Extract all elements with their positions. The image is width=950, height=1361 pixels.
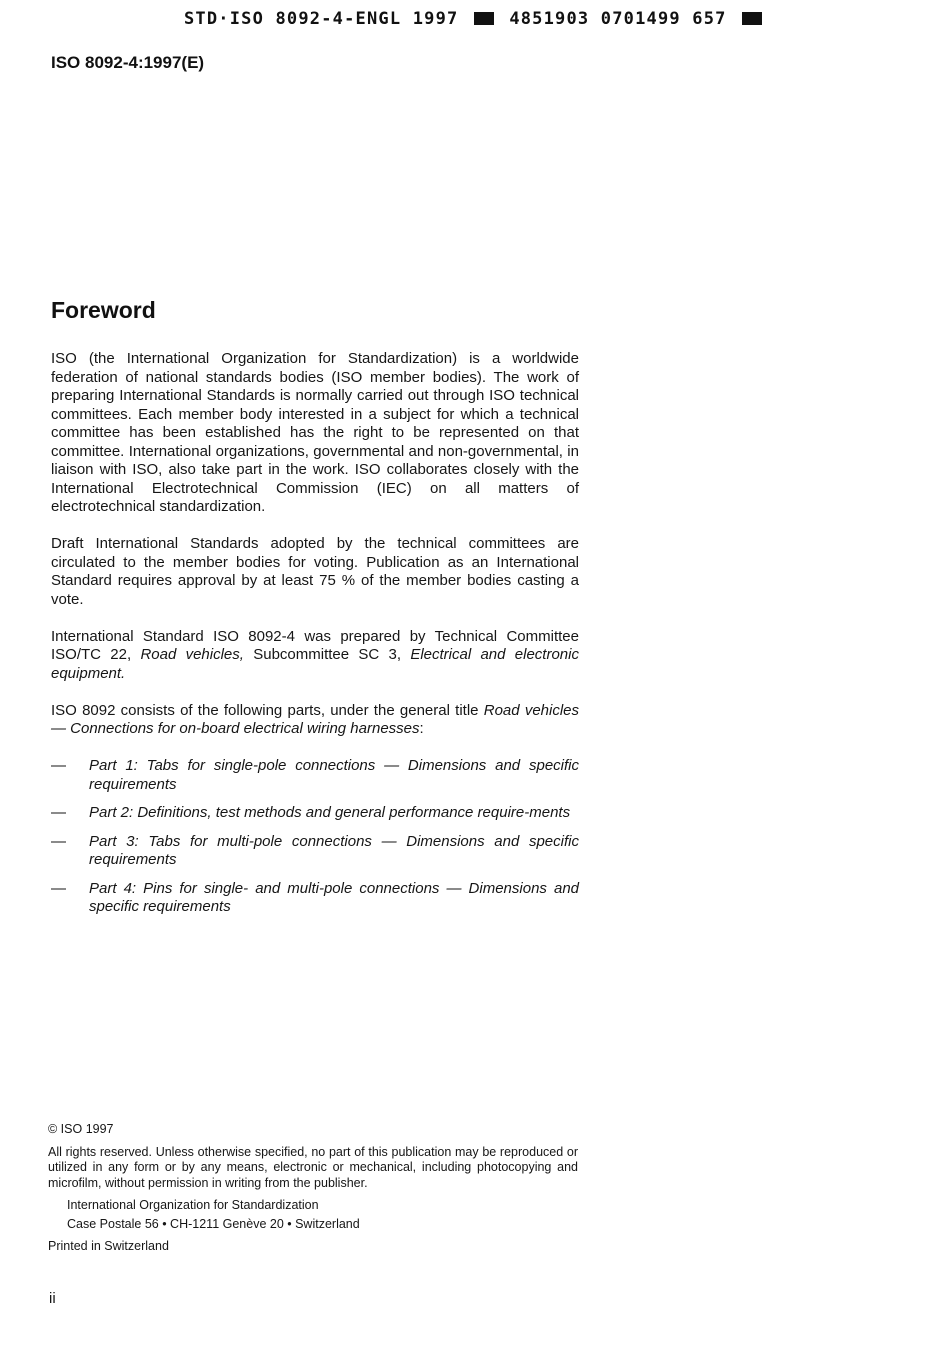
printed-in: Printed in Switzerland [48, 1239, 169, 1253]
parts-list [51, 757, 579, 917]
page-number: ii [49, 1290, 56, 1307]
copyright-footer [48, 1122, 578, 1255]
foreword-body [51, 350, 579, 927]
redaction-block [742, 12, 762, 25]
list-dash: — [51, 879, 66, 897]
text-run: Subcommittee SC 3, [243, 646, 411, 663]
paragraph-iso-intro: ISO (the International Organization for Standardization) is a worldwide federation of national standards bodies (ISO member bodies). The work of preparing International Standards is normally carried out through ISO technical committees. Each member body interested in a subject for which a technical committee has been established has the right to be represented on that committee. International organizations, governmental and non-governmental, in liaison with ISO, also take part in the work. ISO collaborates closely with the International Electrotechnical Commission (IEC) on all matters of electrotechnical standardization. [51, 350, 579, 515]
subcommittee-name: Electrical and electronic equipment. [51, 646, 579, 682]
paragraph-parts-intro [51, 702, 579, 739]
list-item [51, 833, 579, 870]
section-heading: Foreword [51, 297, 156, 323]
scan-header [184, 9, 766, 29]
part-title: Part 3: Tabs for multi-pole connections — Dimensions and specific requirements [89, 832, 579, 868]
org-name: International Organization for Standardization [67, 1198, 319, 1212]
list-item [51, 757, 579, 794]
list-dash: — [51, 804, 66, 821]
part-title: Part 2: Definitions, test methods and general performance require-ments [89, 804, 571, 821]
text-run: ISO 8092 consists of the following parts, under the general title [51, 701, 484, 719]
paragraph-prepared-by [51, 628, 579, 684]
list-dash: — [51, 757, 66, 774]
text-run: : [419, 720, 424, 737]
paragraph-draft-standards: Draft International Standards adopted by the technical committees are circulated to the member bodies for voting. Publication as an International Standard requires approval by at least 75 % of the member bodies casting a vote. [51, 535, 579, 608]
scan-header-barcode: 4851903 0701499 657 [509, 9, 727, 29]
list-item [51, 804, 579, 823]
document-id: ISO 8092-4:1997(E) [51, 53, 205, 72]
copyright-line: © ISO 1997 [48, 1122, 114, 1136]
general-title: Road vehicles — Connections for on-board electrical wiring harnesses [51, 701, 580, 737]
part-title: Part 4: Pins for single- and multi-pole connections — Dimensions and specific requirements [89, 879, 579, 915]
org-address: Case Postale 56 • CH-1211 Genève 20 • Switzerland [67, 1216, 360, 1231]
redaction-block [474, 12, 494, 25]
list-dash: — [51, 832, 66, 850]
part-title: Part 1: Tabs for single-pole connections — Dimensions and specific requirements [89, 757, 579, 793]
text-run: International Standard ISO 8092-4 was prepared by Technical Committee ISO/TC 22, [51, 627, 579, 663]
list-item [51, 880, 579, 917]
committee-name: Road vehicles, [140, 646, 244, 663]
scan-header-code: STD·ISO 8092-4-ENGL 1997 [184, 9, 459, 29]
rights-statement: All rights reserved. Unless otherwise specified, no part of this publication may be reproduced or utilized in any form or by any means, electronic or mechanical, including photocopying and microfilm, without permission in writing from the publisher. [48, 1144, 578, 1190]
